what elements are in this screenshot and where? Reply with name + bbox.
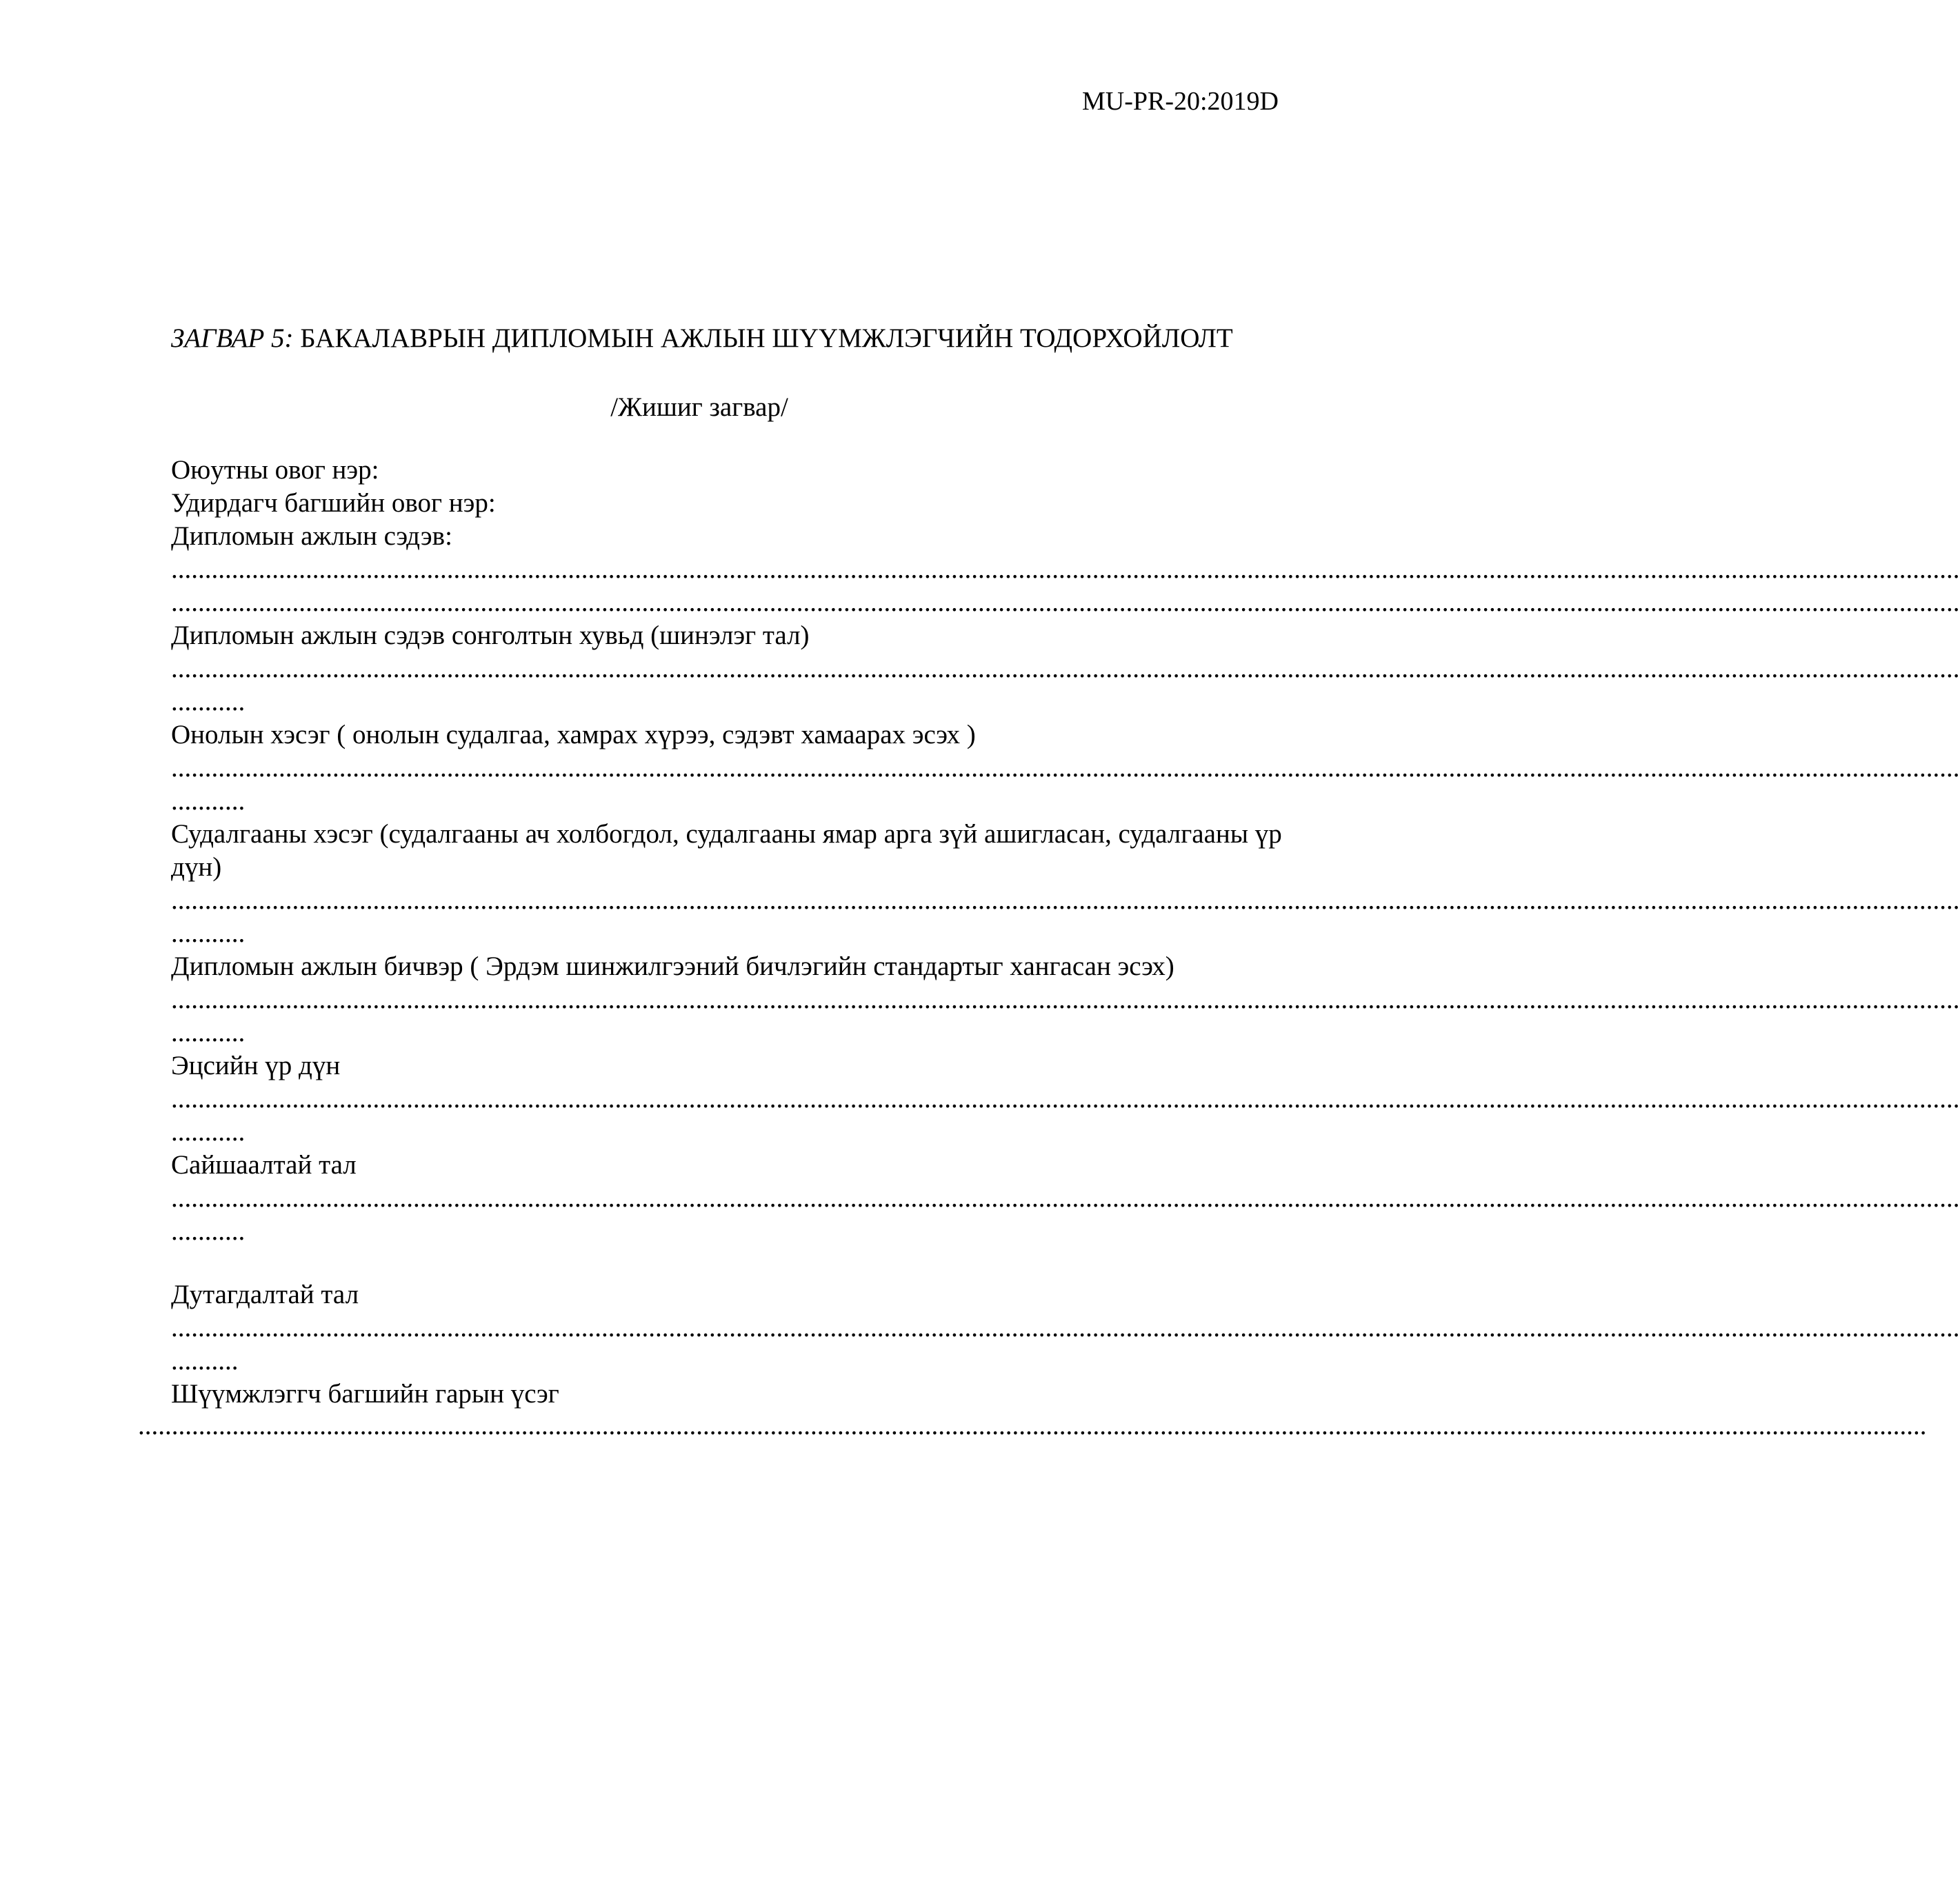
thesis-topic-label: Дипломын ажлын сэдэв:	[171, 521, 452, 551]
fill-in-dotted-line: ..........................................................................................................................................................................................................................................................................	[171, 885, 1960, 915]
document-title	[171, 321, 1281, 356]
fill-in-dotted-line: ..........................................................................................................................................................................................................................................................................	[171, 1084, 1960, 1114]
fill-in-dotted-line: ..........................................................................................................................................................................................................................................................................	[171, 985, 1960, 1014]
fill-in-dotted-line: ..........................................................................................................................................................................................................................................................................	[171, 554, 1960, 584]
document-subtitle: /Жишиг загвар/	[610, 392, 788, 422]
fill-in-dotted-line: ..........................................................................................................................................................................................................................................................................	[171, 753, 1960, 783]
title-text: БАКАЛАВРЫН ДИПЛОМЫН АЖЛЫН ШҮҮМЖЛЭГЧИЙН ТОДОРХОЙЛОЛТ	[300, 323, 1233, 353]
fill-in-dotted-line: ..........................................................................................................................................................................................................................................................................	[171, 587, 1960, 617]
form-body	[171, 454, 1960, 1411]
advisor-name-label: Удирдагч багшийн овог нэр:	[171, 488, 496, 518]
fill-in-dotted-line-tail: ...........	[171, 786, 246, 816]
fill-in-dotted-line-tail: ..........	[171, 1346, 239, 1376]
fill-in-dotted-line-tail: ...........	[171, 1117, 246, 1147]
fill-in-dotted-line: ..........................................................................................................................................................................................................................................................................	[171, 654, 1960, 683]
fill-in-dotted-line: ..........................................................................................................................................................................................................................................................................	[171, 1313, 1960, 1342]
fill-in-dotted-line-tail: ...........	[171, 918, 246, 948]
spacer	[171, 1248, 1283, 1278]
weaknesses-label: Дутагдалтай тал	[171, 1280, 359, 1309]
research-section-label: Судалгааны хэсэг (судалгааны ач холбогдол, судалгааны ямар арга зүй ашигласан, судалгааны үр дүн)	[171, 819, 1282, 882]
topic-choice-label: Дипломын ажлын сэдэв сонголтын хувьд (шинэлэг тал)	[171, 621, 810, 650]
fill-in-dotted-line-tail: ...........	[171, 687, 246, 716]
final-result-label: Эцсийн үр дүн	[171, 1051, 341, 1080]
signature-dotted-line: ..........................................................................................................................................................................................................................................................................	[138, 1411, 1927, 1440]
document-code: MU-PR-20:2019D	[1081, 87, 1279, 116]
writing-section-label: Дипломын ажлын бичвэр ( Эрдэм шинжилгээний бичлэгийн стандартыг хангасан эсэх)	[171, 951, 1174, 981]
theory-section-label: Онолын хэсэг ( онолын судалгаа, хамрах хүрээ, сэдэвт хамаарах эсэх )	[171, 720, 976, 749]
template-number: ЗАГВАР 5:	[171, 323, 294, 353]
student-name-label: Оюутны овог нэр:	[171, 455, 379, 485]
signature-label: Шүүмжлэггч багшийн гарын үсэг	[171, 1379, 559, 1409]
fill-in-dotted-line-tail: ...........	[171, 1216, 246, 1246]
strengths-label: Сайшаалтай тал	[171, 1150, 357, 1180]
fill-in-dotted-line-tail: ...........	[171, 1018, 246, 1047]
fill-in-dotted-line: ..........................................................................................................................................................................................................................................................................	[171, 1183, 1960, 1213]
